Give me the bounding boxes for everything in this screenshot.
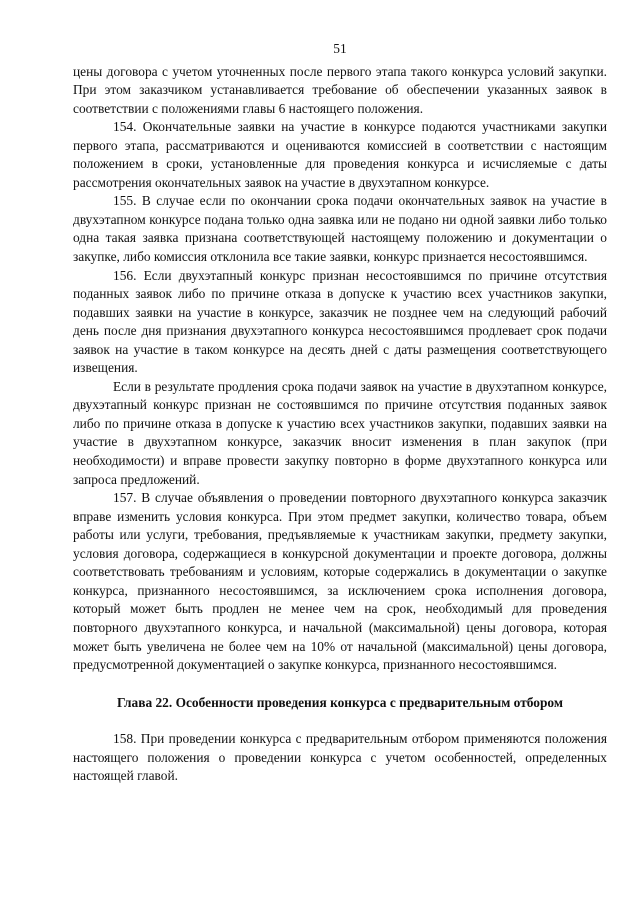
chapter-heading: Глава 22. Особенности проведения конкурса с предварительным отбором: [117, 694, 563, 710]
paragraph-156-continued: Если в результате продления срока подачи заявок на участие в двухэтапном конкурсе, двухэтапный конкурс признан не состоявшимся по причине отсутствия поданных заявок либо по причине отказа в допуске к участию всех участников закупки, подавших заявки на участие в двухэтапном конкурсе, заказчик вносит изменения в план закупок (при необходимости) и вправе провести закупку повторно в форме двухэтапного конкурса или запроса предложений.: [73, 378, 607, 487]
paragraph-155: 155. В случае если по окончании срока подачи окончательных заявок на участие в двухэтапном конкурсе подана только одна заявка или не подано ни одной заявки либо только одна такая заявка признана соответствующей настоящему положению и документации о закупке, либо комиссия отклонила все такие заявки, конкурс признается несостоявшимся.: [73, 193, 607, 265]
page-number: 51: [333, 41, 347, 56]
paragraph-continuation: цены договора с учетом уточненных после первого этапа такого конкурса условий закупки. При этом заказчиком устанавливается требование об обеспечении указанных заявок в соответствии с положениями главы 6 настоящего положения.: [73, 63, 607, 116]
paragraph-154: 154. Окончательные заявки на участие в конкурсе подаются участниками закупки первого этапа, рассматриваются и оцениваются комиссией в соответствии с настоящим положением в сроки, установленные для проведения конкурса и исчисляемые с даты рассмотрения окончательных заявок на участие в двухэтапном конкурсе.: [73, 119, 607, 190]
paragraph-157: 157. В случае объявления о проведении повторного двухэтапного конкурса заказчик вправе изменить условия конкурса. При этом предмет закупки, количество товара, объем работы или услуги, требования, предъявляемые к участникам закупки, предмету закупки, условия договора, содержащиеся в конкурсной документации и проекте договора, должны соответствовать требованиям и условиям, которые содержались в документации о закупке конкурса, признанного несостоявшимся, за исключением срока исполнения договора, который может быть продлен не менее чем на срок, необходимый для проведения повторного двухэтапного конкурса, и начальной (максимальной) цены договора, которая может быть увеличена не более чем на 10% от начальной (максимальной) цены договора, предусмотренной документацией о закупке конкурса, признанного несостоявшимся.: [73, 490, 607, 673]
paragraph-158: 158. При проведении конкурса с предварительным отбором применяются положения настоящего положения о проведении конкурса с учетом особенностей, определенных настоящей главой.: [73, 731, 607, 784]
paragraph-156: 156. Если двухэтапный конкурс признан несостоявшимся по причине отсутствия поданных заявок либо по причине отказа в допуске к участию всех участников закупки, подавших заявки на участие в конкурсе, заказчик не позднее чем на следующий рабочий день после дня признания двухэтапного конкурса несостоявшимся продлевает срок подачи заявок на участие в таком конкурсе на десять дней с даты размещения соответствующего извещения.: [73, 267, 607, 376]
